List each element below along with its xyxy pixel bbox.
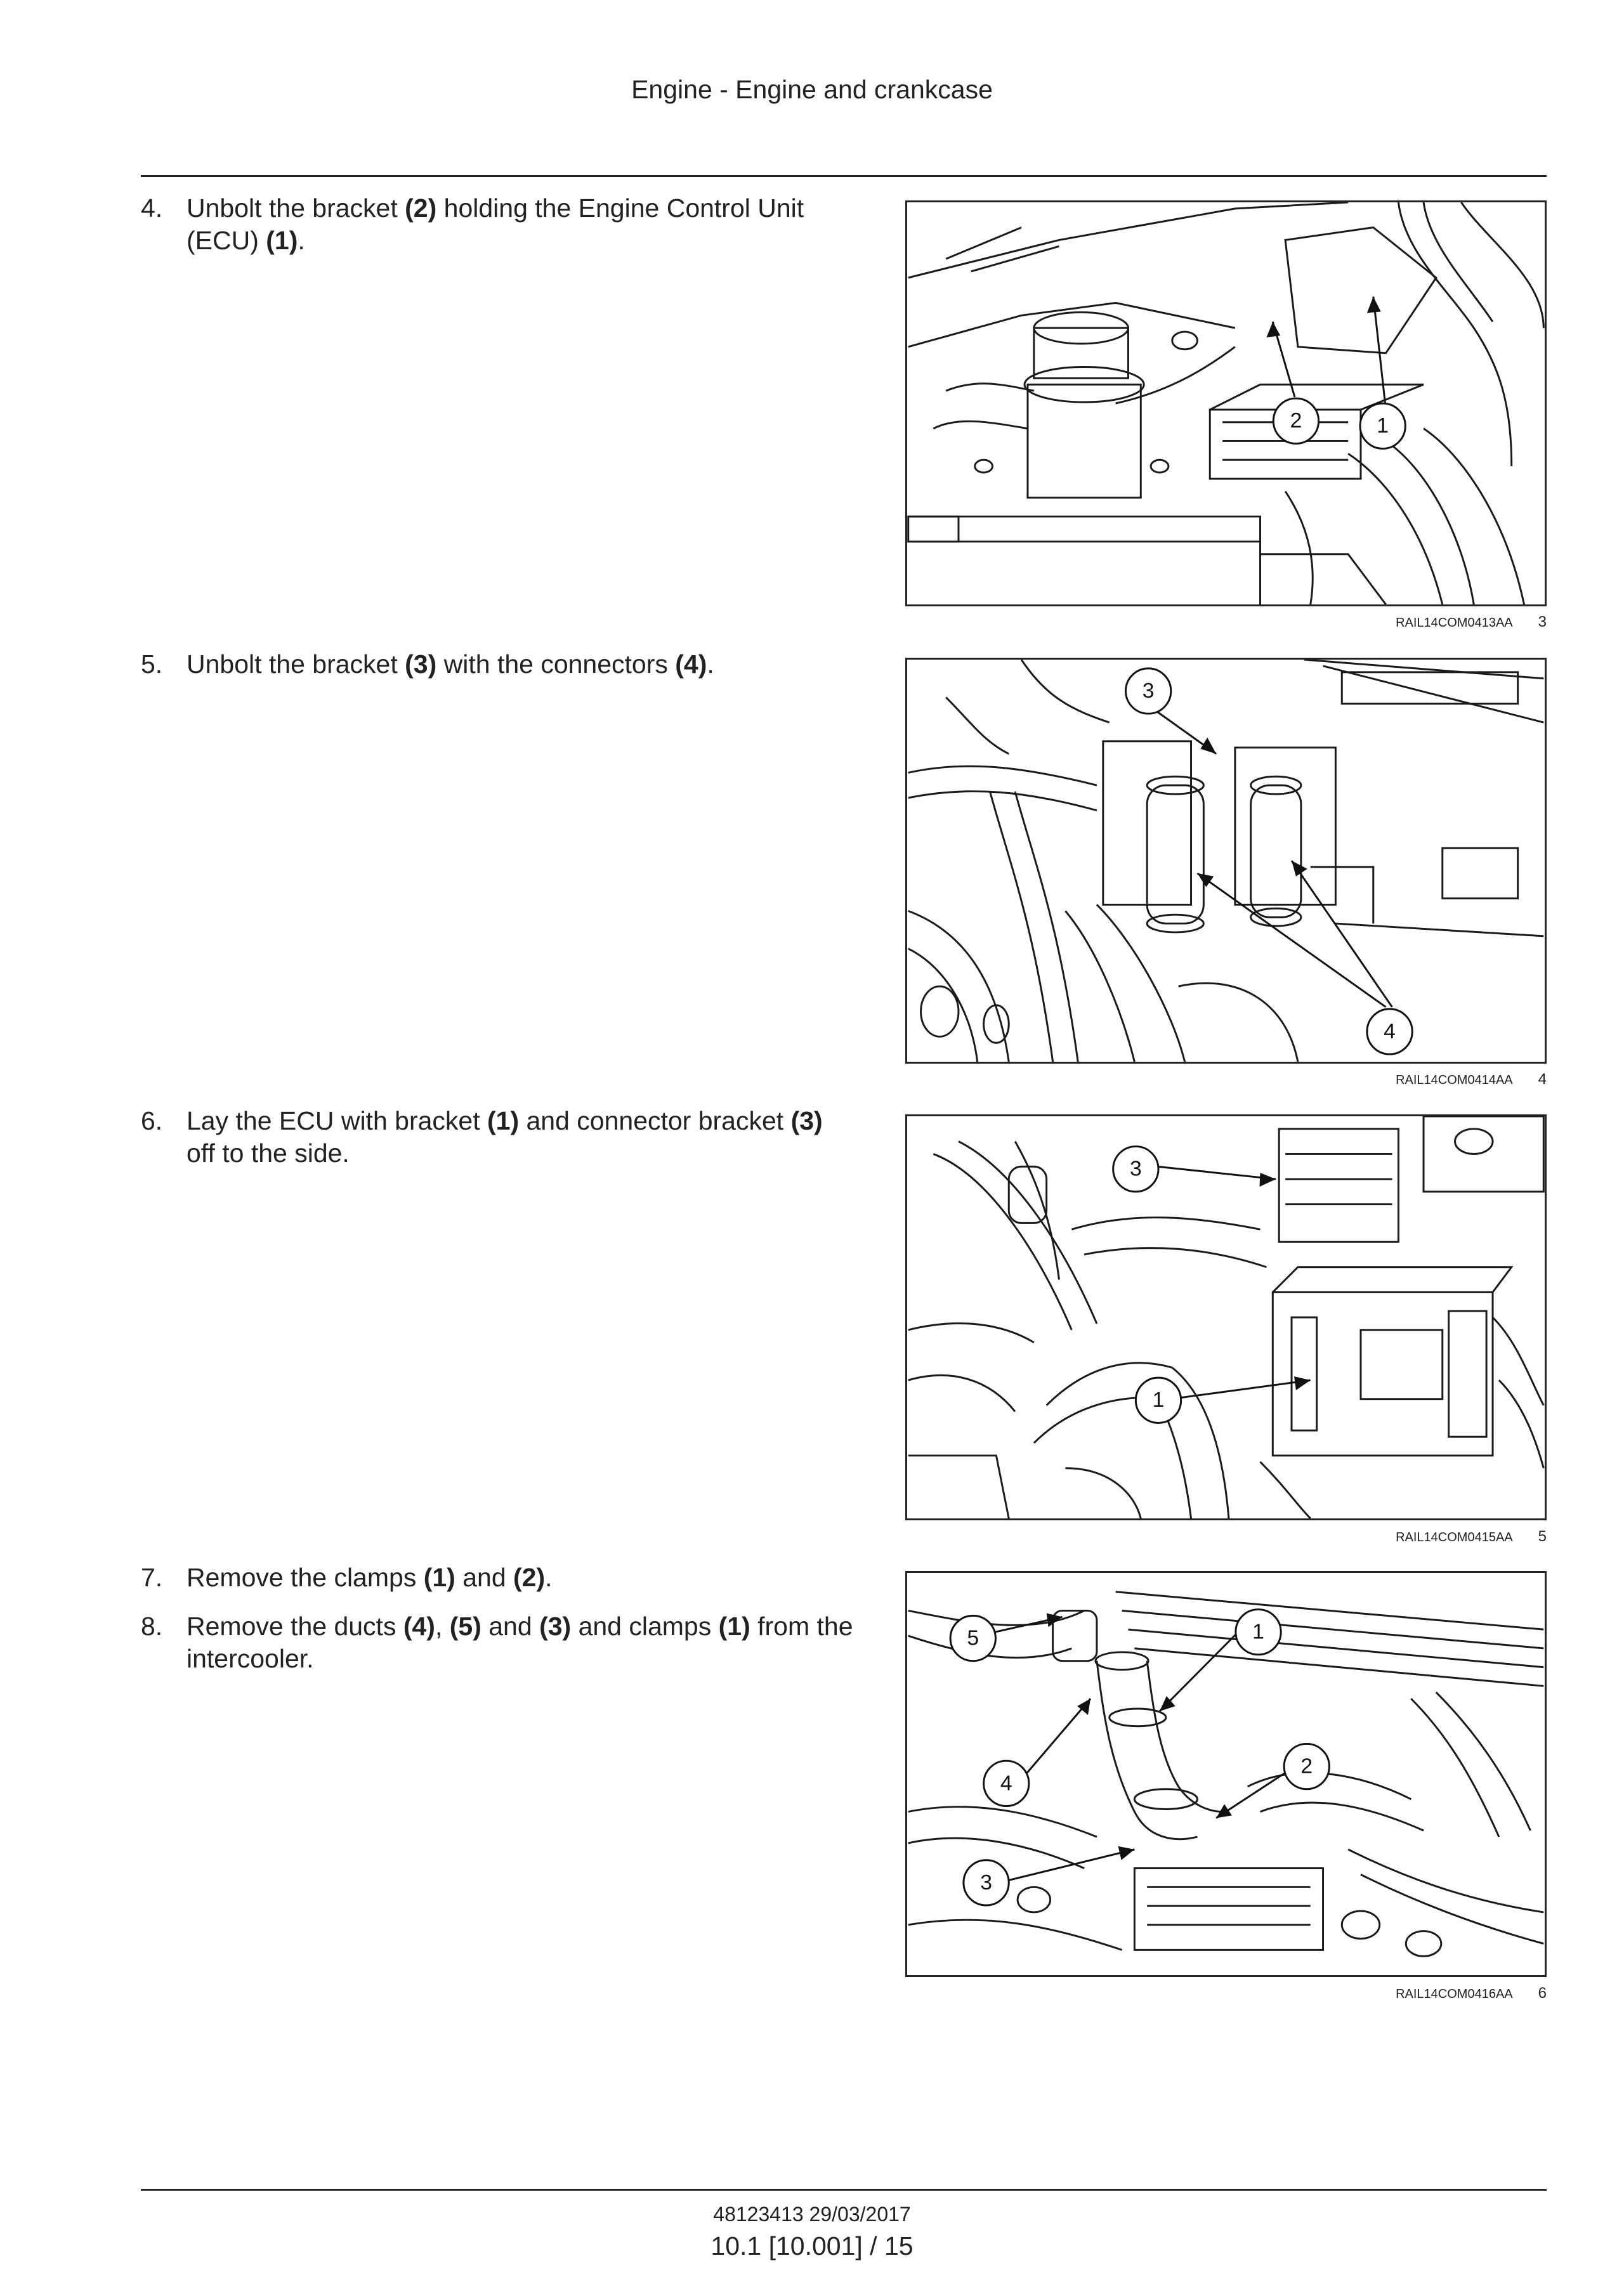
ref-connectors-4: (4) [675, 649, 707, 679]
engine-illustration [907, 202, 1545, 604]
svg-text:4: 4 [1384, 1019, 1396, 1043]
callout-4 [1367, 1009, 1412, 1054]
callout-3 [964, 1860, 1009, 1905]
engine-illustration [907, 1116, 1545, 1518]
step-8: 8. Remove the ducts (4), (5) and (3) and clamps (1) from the intercooler. [141, 1612, 853, 1673]
step-group-7-8 [141, 1562, 858, 1692]
step-7: 7. Remove the clamps (1) and (2). [141, 1562, 858, 1594]
step-group-5 [141, 648, 858, 697]
step-4: 4. Unbolt the bracket (2) holding the Engine Control Unit (ECU) (1). [141, 193, 804, 255]
ref-ecu-1: (1) [266, 226, 298, 255]
callout-5 [950, 1615, 995, 1660]
figure-number: 4 [1538, 1071, 1547, 1088]
step-group-6 [141, 1105, 858, 1186]
ref-duct-5: (5) [449, 1612, 481, 1641]
svg-text:1: 1 [1252, 1620, 1264, 1644]
callout-4 [984, 1761, 1029, 1806]
figure-code: RAIL14COM0414AA [1396, 1073, 1513, 1087]
svg-text:5: 5 [967, 1626, 979, 1650]
ref-bracket-1: (1) [487, 1106, 520, 1135]
page-header: Engine - Engine and crankcase [631, 75, 993, 104]
figure-3-caption [905, 613, 1547, 631]
step-5: 5. Unbolt the bracket (3) with the connectors (4). [141, 648, 858, 681]
ref-duct-4: (4) [403, 1612, 435, 1641]
header-rule [141, 175, 1547, 177]
callout-2 [1284, 1744, 1329, 1789]
figure-4-connector-bracket [905, 658, 1547, 1064]
step-number: 8. [141, 1612, 163, 1641]
figure-6-intercooler-ducts [905, 1571, 1547, 1977]
figure-number: 5 [1538, 1528, 1547, 1545]
figure-number: 6 [1538, 1985, 1547, 2002]
figure-code: RAIL14COM0415AA [1396, 1530, 1513, 1544]
step-number: 6. [141, 1106, 163, 1135]
callout-3 [1125, 669, 1170, 714]
figure-number: 3 [1538, 613, 1547, 630]
engine-illustration [907, 660, 1545, 1062]
svg-text:3: 3 [1129, 1157, 1142, 1181]
step-number: 4. [141, 193, 163, 223]
ref-clamp-1: (1) [423, 1563, 455, 1592]
step-group-4 [141, 192, 858, 273]
figure-4-caption [905, 1071, 1547, 1088]
callout-1 [1236, 1609, 1281, 1654]
step-6: 6. Lay the ECU with bracket (1) and connector bracket (3) off to the side. [141, 1106, 823, 1168]
figure-3-ecu-bracket [905, 200, 1547, 606]
svg-text:2: 2 [1300, 1754, 1313, 1778]
figure-5-ecu-aside [905, 1114, 1547, 1520]
footer-page-number: 10.1 [10.001] / 15 [710, 2231, 914, 2260]
ref-bracket-2: (2) [405, 193, 437, 223]
ref-clamp-2: (2) [513, 1563, 546, 1592]
svg-text:1: 1 [1152, 1388, 1165, 1412]
callout-3 [1113, 1147, 1158, 1192]
footer-rule [141, 2189, 1547, 2191]
callout-1 [1136, 1378, 1181, 1423]
callout-2 [1273, 398, 1318, 443]
ref-duct-3: (3) [539, 1612, 572, 1641]
svg-text:3: 3 [980, 1870, 992, 1895]
footer-doc-id: 48123413 29/03/2017 [713, 2203, 911, 2226]
ref-clamps-1: (1) [718, 1612, 750, 1641]
svg-text:3: 3 [1142, 679, 1155, 703]
svg-text:4: 4 [1000, 1771, 1012, 1796]
figure-code: RAIL14COM0413AA [1396, 616, 1513, 630]
svg-text:1: 1 [1377, 414, 1389, 438]
figure-5-caption [905, 1528, 1547, 1546]
figure-6-caption [905, 1985, 1547, 2002]
step-number: 5. [141, 649, 163, 679]
figure-code: RAIL14COM0416AA [1396, 1987, 1513, 2001]
callout-1 [1360, 403, 1405, 448]
engine-illustration [907, 1573, 1545, 1975]
ref-connector-bracket-3: (3) [790, 1106, 823, 1135]
svg-text:2: 2 [1290, 409, 1302, 433]
step-number: 7. [141, 1563, 163, 1592]
ref-bracket-3: (3) [405, 649, 437, 679]
